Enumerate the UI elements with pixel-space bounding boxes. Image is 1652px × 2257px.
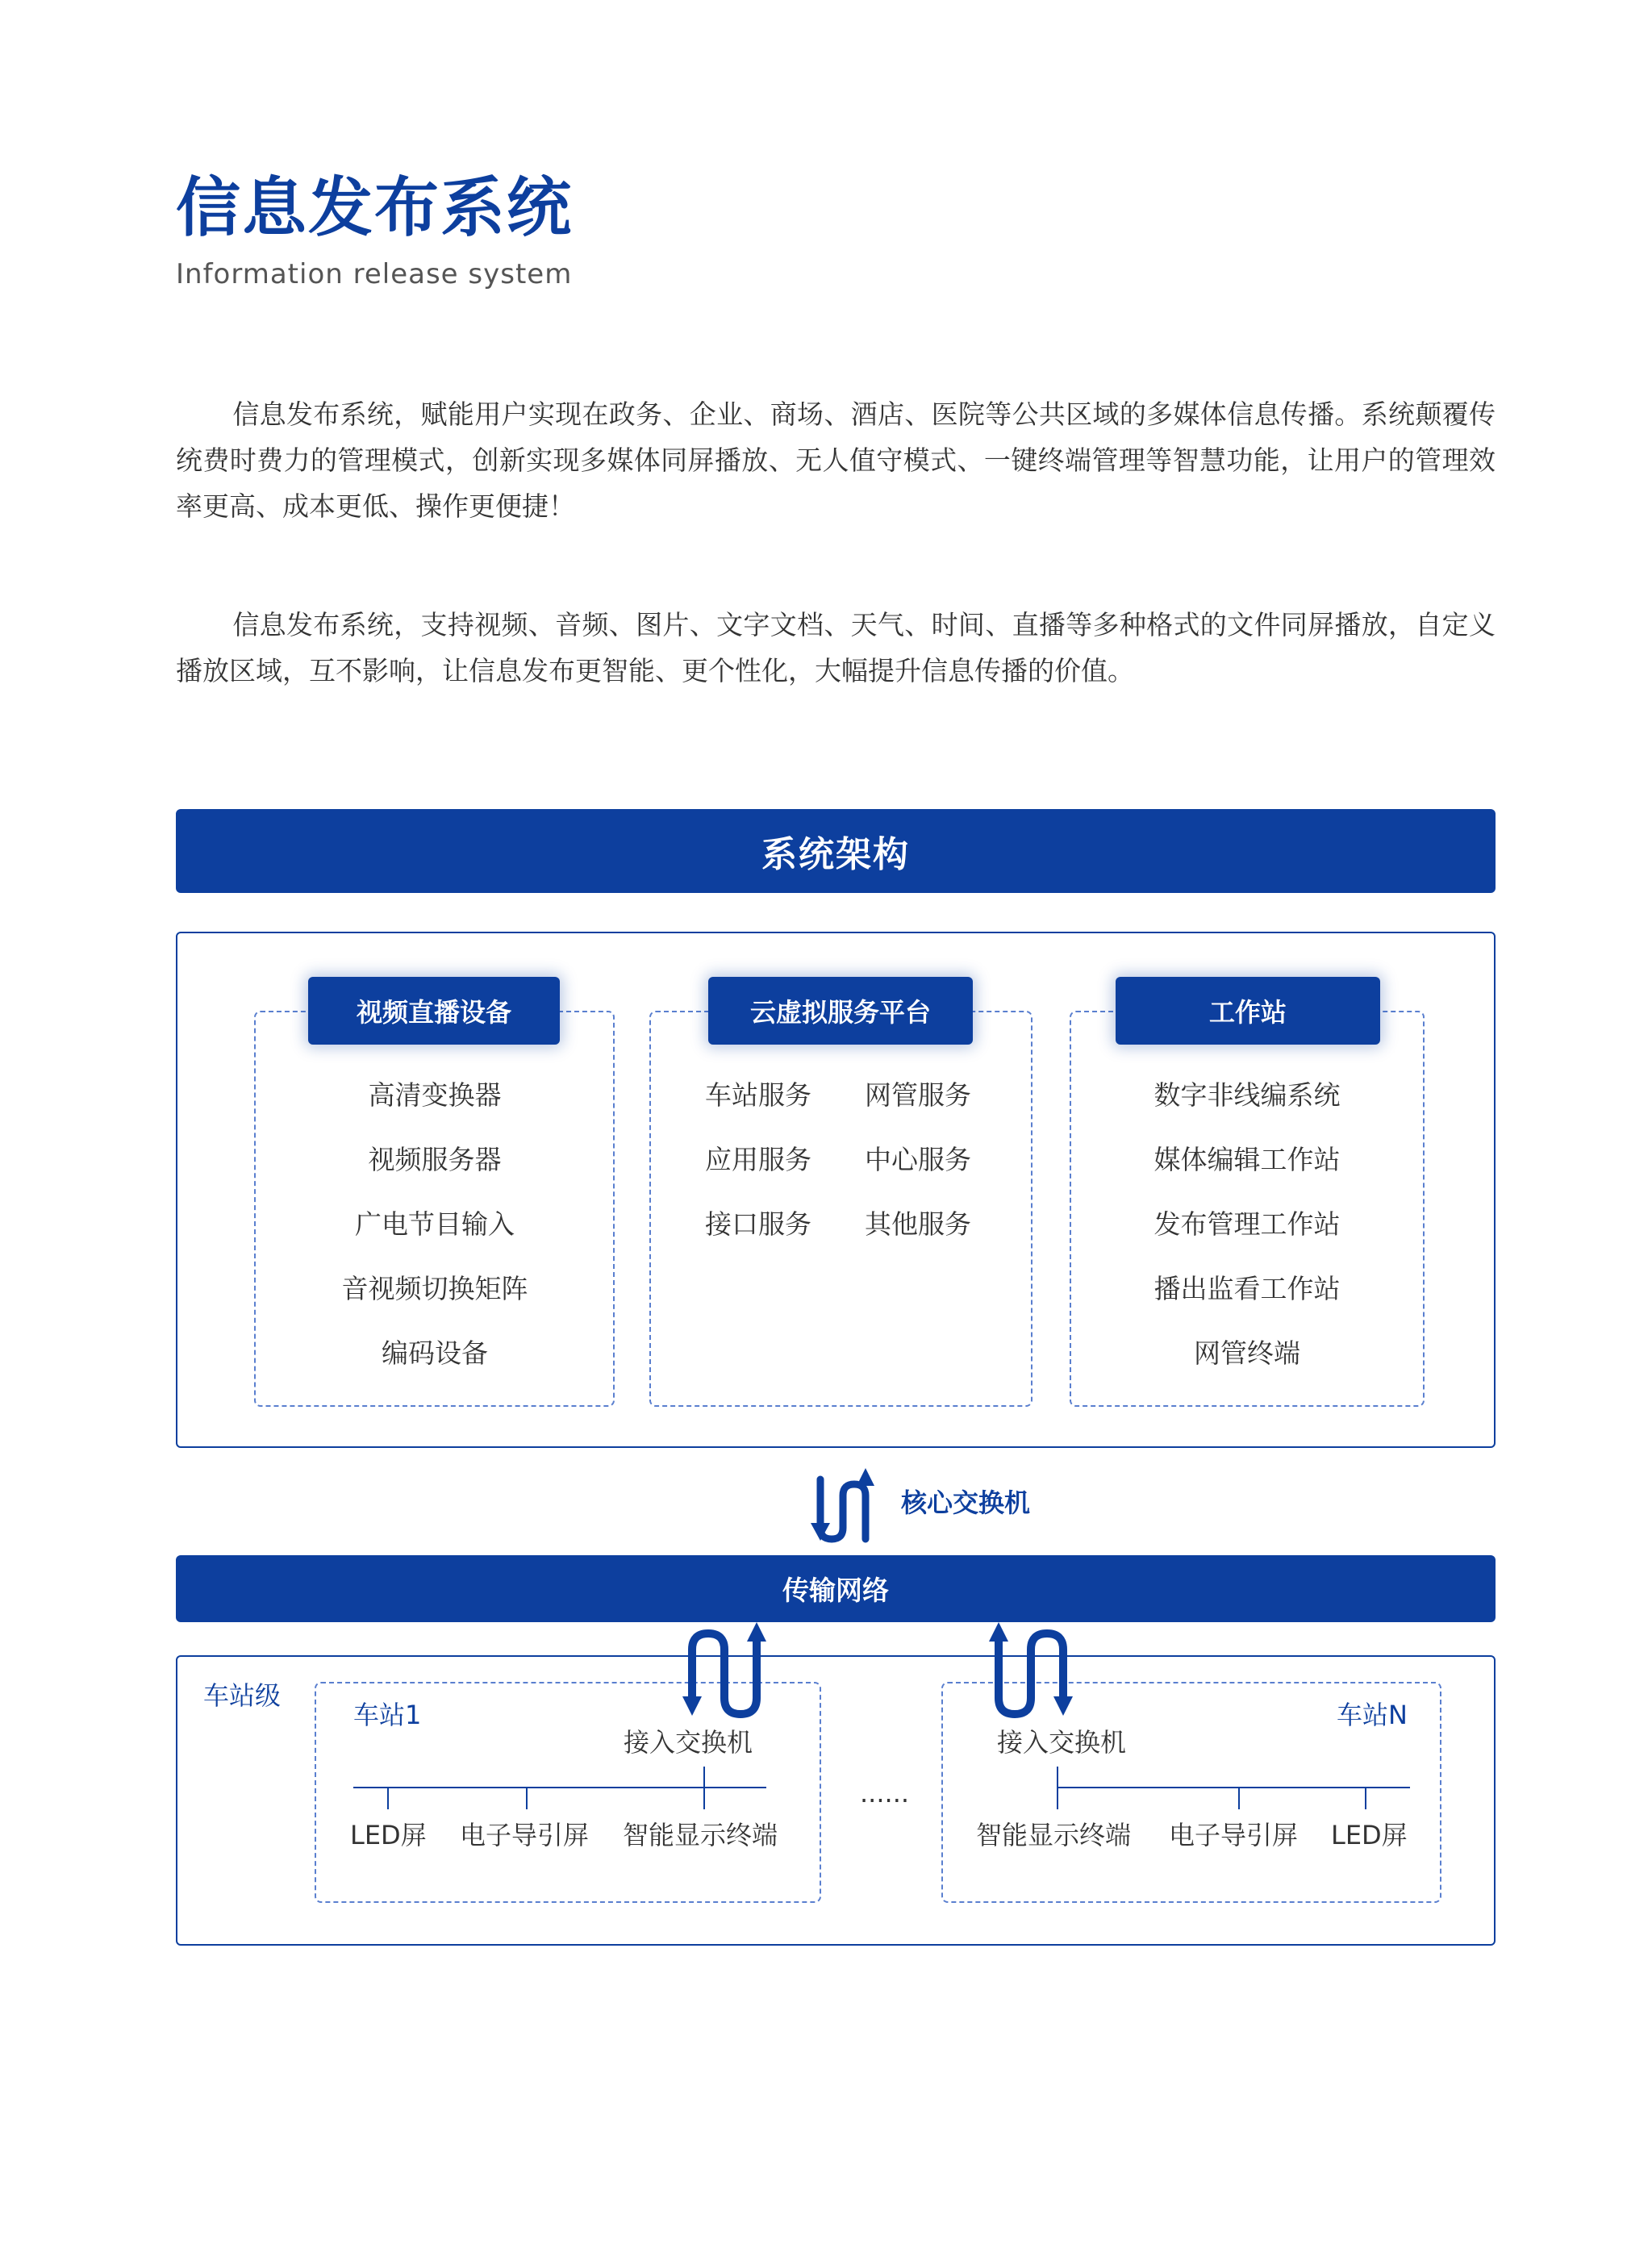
stations-ellipsis: ...... — [860, 1778, 910, 1809]
station-1-name: 车站1 — [353, 1700, 422, 1730]
station-n-terminal-smart: 智能显示终端 — [976, 1820, 1132, 1850]
list-item: 中心服务 — [865, 1144, 971, 1175]
station-1-terminal-led: LED屏 — [350, 1820, 427, 1850]
list-item: 视频服务器 — [368, 1144, 502, 1175]
station-n-drop-1 — [1057, 1787, 1058, 1809]
architecture-title-bar — [176, 809, 1496, 893]
list-item: 网管终端 — [1194, 1337, 1300, 1369]
updown-arrows-icon — [676, 1617, 773, 1722]
list-item: 网管服务 — [865, 1079, 971, 1111]
station-1-drop-2 — [526, 1787, 528, 1809]
station-n-terminal-guide: 电子导引屏 — [1169, 1820, 1299, 1850]
station-1-switch: 接入交换机 — [624, 1727, 753, 1758]
workstation-title: 工作站 — [1208, 997, 1287, 1028]
video-live-chip — [308, 977, 560, 1045]
station-n-name: 车站N — [1337, 1700, 1408, 1730]
list-item: 广电节目输入 — [355, 1208, 515, 1240]
updown-arrows-icon — [807, 1468, 887, 1549]
video-live-title: 视频直播设备 — [356, 997, 511, 1028]
list-item: 发布管理工作站 — [1153, 1208, 1341, 1240]
intro-paragraph-2: 信息发布系统，支持视频、音频、图片、文字文档、天气、时间、直播等多种格式的文件同屏播放，自定义播放区域，互不影响，让信息发布更智能、更个性化，大幅提升信息传播的价值。 — [176, 609, 1496, 686]
list-item: 应用服务 — [705, 1144, 811, 1175]
station-1-drop-3 — [703, 1787, 705, 1809]
intro-paragraph-1: 信息发布系统，赋能用户实现在政务、企业、商场、酒店、医院等公共区域的多媒体信息传播。系统颠覆传统费时费力的管理模式，创新实现多媒体同屏播放、无人值守模式、一键终端管理等智慧功能，让用户的管理效率更高、成本更低、操作更便捷！ — [176, 398, 1496, 522]
station-1-drop-1 — [387, 1787, 389, 1809]
architecture-title: 系统架构 — [761, 834, 910, 875]
station-n-drop-2 — [1238, 1787, 1240, 1809]
list-item: 编码设备 — [382, 1337, 488, 1369]
list-item: 媒体编辑工作站 — [1153, 1144, 1341, 1175]
station-1-terminal-smart: 智能显示终端 — [623, 1820, 778, 1850]
list-item: 音视频切换矩阵 — [341, 1273, 528, 1304]
page-title: 信息发布系统 — [176, 170, 573, 245]
page-subtitle: Information release system — [176, 258, 573, 290]
station-n-switch-drop — [1057, 1767, 1058, 1787]
station-1-terminal-guide: 电子导引屏 — [460, 1820, 590, 1850]
station-n-switch: 接入交换机 — [997, 1727, 1127, 1758]
network-bar — [176, 1555, 1496, 1622]
station-level-label: 车站级 — [203, 1680, 282, 1711]
list-item: 车站服务 — [705, 1079, 811, 1111]
workstation-chip — [1116, 977, 1380, 1045]
list-item: 接口服务 — [705, 1208, 811, 1240]
core-switch-label: 核心交换机 — [901, 1487, 1031, 1518]
station-1-switch-drop — [703, 1767, 705, 1787]
network-label: 传输网络 — [782, 1575, 889, 1606]
station-n-drop-3 — [1365, 1787, 1366, 1809]
list-item: 高清变换器 — [368, 1079, 502, 1111]
list-item: 其他服务 — [865, 1208, 971, 1240]
updown-arrows-icon — [982, 1617, 1079, 1722]
cloud-platform-title: 云虚拟服务平台 — [749, 997, 931, 1028]
station-n-terminal-led: LED屏 — [1331, 1820, 1408, 1850]
cloud-platform-chip — [708, 977, 973, 1045]
list-item: 数字非线编系统 — [1153, 1079, 1341, 1111]
list-item: 播出监看工作站 — [1153, 1273, 1341, 1304]
station-n-bus-line — [1057, 1787, 1410, 1788]
